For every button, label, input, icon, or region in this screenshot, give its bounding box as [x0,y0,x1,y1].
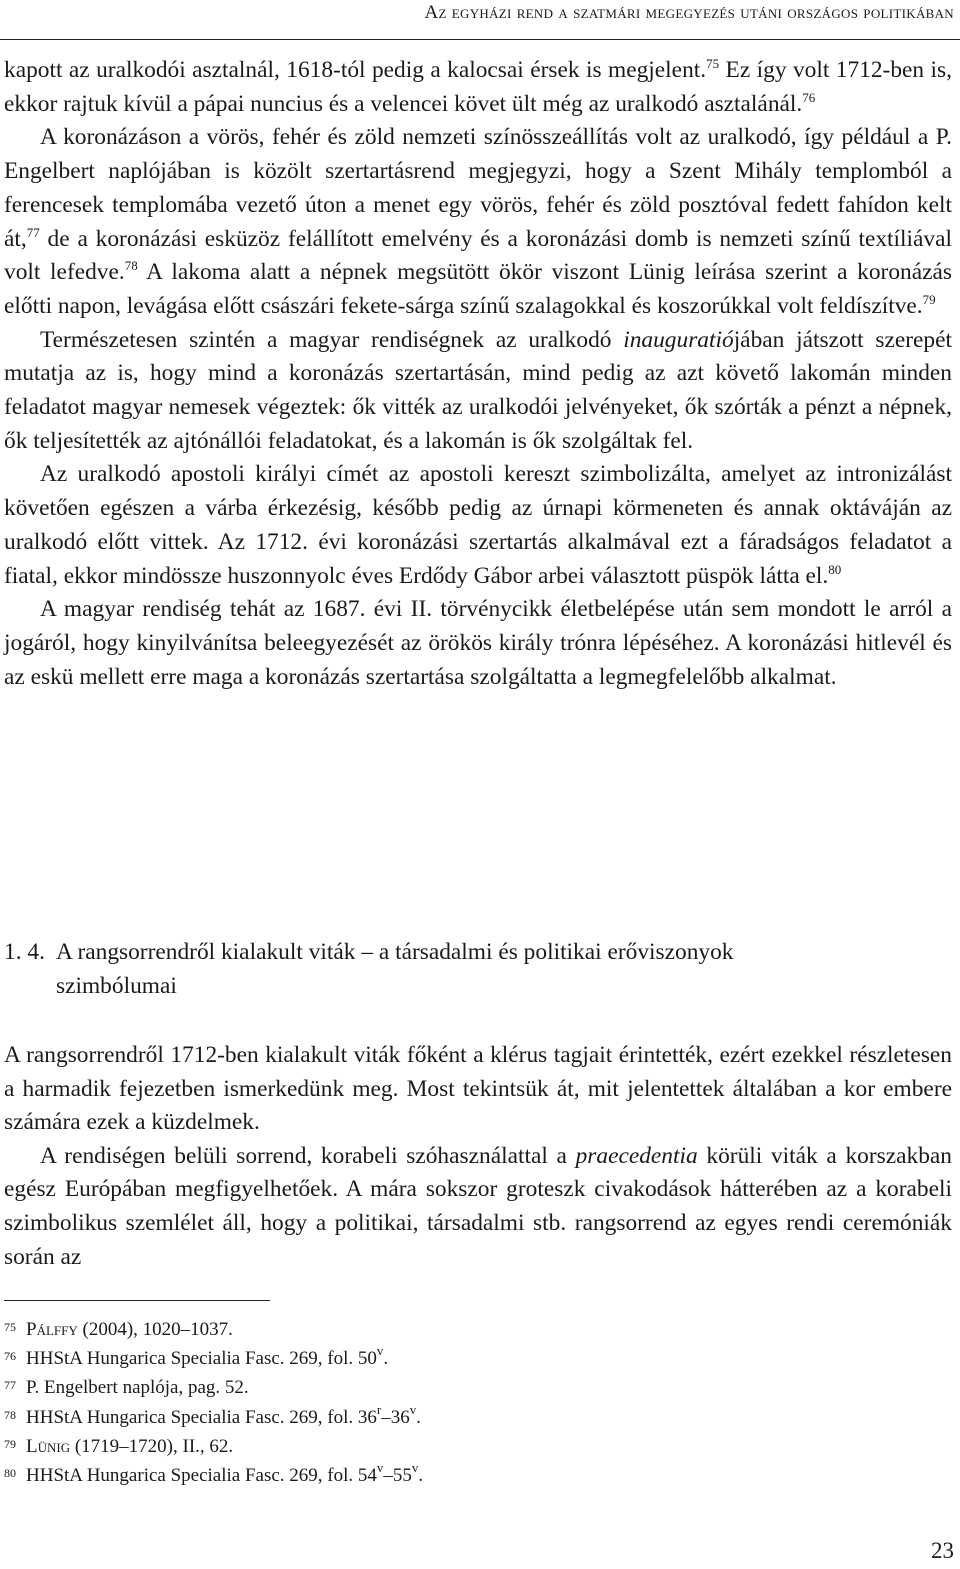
footnote [4,1343,904,1372]
footnote-ref: 76 [802,89,816,105]
section-title-line1: A rangsorrendről kialakult viták – a társadalmi és politikai erőviszonyok [56,939,734,965]
text-run: . [418,1465,424,1487]
section-number: 1. 4. [4,939,45,965]
text-run: . [383,1348,389,1370]
text-run: körüli viták a korszakban egész Európában megfigyelhetőek. A mára sokszor groteszk civakodások hátterében az a korabeli szimbolikus szemlélet áll, hogy a politikai, társadalmi stb. rangsorrend az egyes rendi ceremóniák során az [4,1142,952,1270]
footnote-number: 76 [4,1349,16,1364]
paragraph [4,1039,952,1140]
text-run: HHStA Hungarica Specialia Fasc. 269, fol. 36 [26,1406,377,1428]
text-run: A lakoma alatt a népnek megsütött ökör viszont Lünig leírása szerint a koronázás előtti napon, levágása előtt császári fekete-sárga színű szalagokkal és koszorúkkal volt feldíszítve. [4,259,952,319]
text-run: P. Engelbert naplója, pag. 52. [26,1377,249,1399]
text-run: –36 [381,1406,410,1428]
footnote-ref: 77 [26,224,40,240]
footnote-number: 77 [4,1378,16,1393]
paragraph [4,121,952,323]
text-run: A koronázáson a vörös, fehér és zöld nemzeti színösszeállítás volt az uralkodó, így például a P. Engelbert naplójában is közölt szertartásrend megjegyzi, hogy a Szent Mihály templomból a ferencesek templomába vezető úton a menet egy vörös, fehér és zöld posztóval fedett fahídon kelt át, [4,124,952,252]
footnote-ref: v [409,1401,417,1417]
footnote [4,1372,904,1401]
text-run: HHStA Hungarica Specialia Fasc. 269, fol. 50 [26,1348,377,1370]
text-run: Természetesen szintén a magyar rendiségnek az uralkodó [40,326,624,353]
section-heading [4,935,952,1003]
author-name: Lünig [26,1435,71,1457]
header-rule [0,39,960,40]
text-run: jában játszott szerepét mutatja az is, hogy mind a koronázás szertartásán, mind pedig az azt követő lakomán minden feladatot magyar nemesek végeztek: ők vitték az uralkodói jelvényeket, ők szórták a pénzt a népnek, ők teljesítették az ajtónállói feladatokat, és a lakomán is ők szolgáltak fel. [4,326,952,454]
paragraph [4,593,952,694]
footnote-ref: r [376,1401,382,1417]
text-run: –55 [383,1465,412,1487]
section-title-line2: szimbólumai [56,973,177,999]
page-number: 23 [931,1538,954,1563]
footnote-ref: v [411,1460,419,1476]
text-run: HHStA Hungarica Specialia Fasc. 269, fol. 54 [26,1465,377,1487]
footnote-ref: 78 [124,258,138,274]
footnote [4,1402,904,1431]
italic-term: praecedentia [575,1142,698,1169]
footnote-number: 79 [4,1436,16,1451]
text-run: A rendiségen belüli sorrend, korabeli szóhasználattal a [40,1142,576,1169]
paragraph [4,458,952,593]
footnote-number: 78 [4,1407,16,1422]
running-header: Az egyházi rend a szatmári megegyezés utáni országos politikában [424,2,954,23]
footnote-number: 80 [4,1466,16,1481]
footnote [4,1460,904,1489]
author-name: Pálffy [26,1319,78,1340]
footnote-ref: v [376,1460,384,1476]
footnote-rule [4,1300,270,1301]
footnote-ref: 80 [828,561,842,577]
text-run: kapott az uralkodói asztalnál, 1618-tól pedig a kalocsai érsek is megjelent. [4,57,707,83]
italic-term: inauguratió [623,326,734,353]
paragraph [4,1140,952,1274]
paragraph [4,54,952,121]
footnote [4,1314,904,1343]
footnote-ref: v [376,1343,384,1359]
text-run: (1719–1720), II., 62. [70,1435,234,1457]
footnote [4,1431,904,1460]
main-text [4,54,952,694]
text-run: A magyar rendiség tehát az 1687. évi II. törvénycikk életbelépése után sem mondott le arról a jogáról, hogy kinyilvánítsa beleegyezését az örökös király trónra lépéséhez. A koronázási hitlevél és az eskü mellett erre maga a koronázás szertartása szolgáltatta a legmegfelelőbb alkalmat. [4,596,952,690]
text-run: (2004), 1020–1037. [77,1319,233,1340]
footnotes [4,1314,904,1489]
text-run: Az uralkodó apostoli királyi címét az apostoli kereszt szimbolizálta, amelyet az intronizálást követően egészen a várba érkezésig, később pedig az úrnapi körmeneten és annak oktáváján az uralkodó előtt vittek. Az 1712. évi koronázási szertartás alkalmával ezt a fáradságos feladatot a fiatal, ekkor mindössze huszonnyolc éves Erdődy Gábor arbei választott püspök látta el. [4,461,952,589]
footnote-ref: 75 [706,56,720,71]
section-text [4,1039,952,1274]
text-run: Ez így volt 1712-ben is, ekkor rajtuk kívül a pápai nuncius és a velencei követ ült még az uralkodó asztalánál. [4,57,952,117]
text-run: A rangsorrendről 1712-ben kialakult viták főként a klérus tagjait érintették, ezért ezekkel részletesen a harmadik fejezetben ismerkedünk meg. Most tekintsük át, mit jelentettek általában a kor embere számára ezek a küzdelmek. [4,1042,952,1136]
text-run: . [416,1406,421,1428]
paragraph [4,324,952,459]
text-run: de a koronázási esküzöz felállított emelvény és a koronázási domb is nemzeti színű textíliával volt lefedve. [4,225,952,286]
footnote-number: 75 [4,1320,16,1334]
footnote-ref: 79 [922,291,936,307]
